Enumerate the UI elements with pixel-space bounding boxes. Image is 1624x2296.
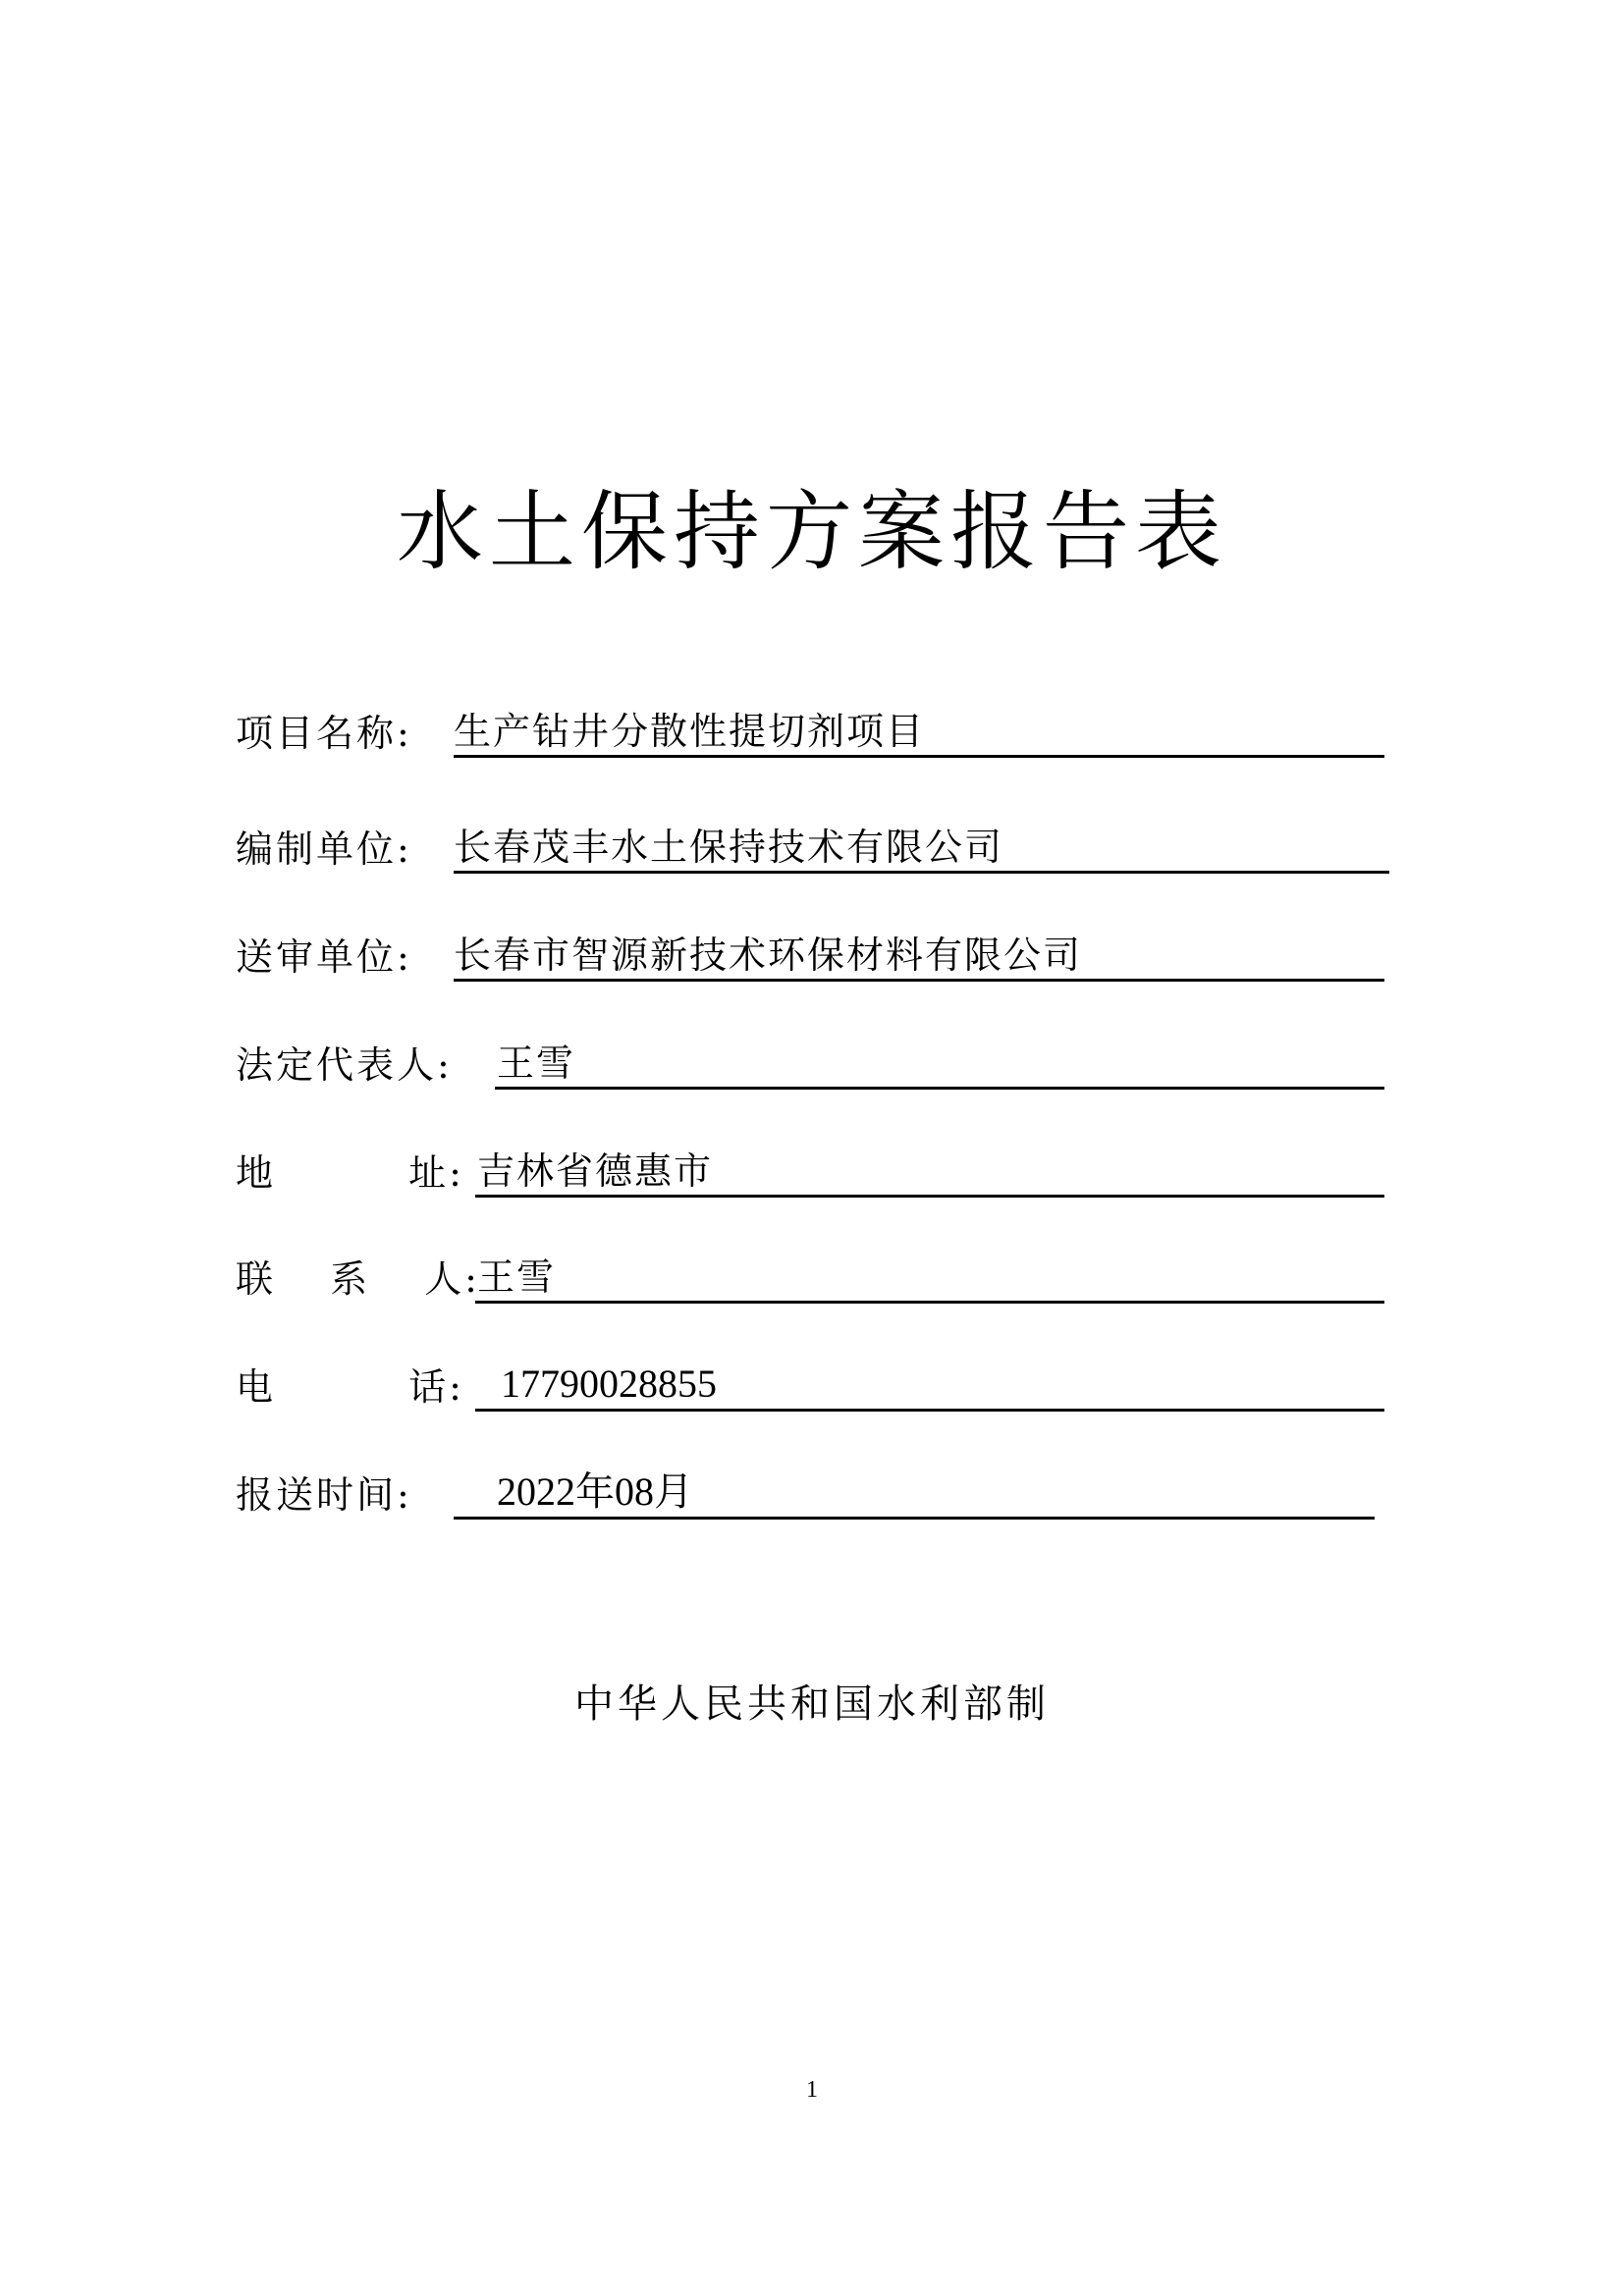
field-value: 王雪 xyxy=(477,1255,557,1299)
field-submitted-by xyxy=(236,923,1384,982)
field-label: 法定代表人: xyxy=(236,1043,453,1087)
document-title: 水土保持方案报告表 xyxy=(396,481,1227,582)
underline xyxy=(495,1087,1384,1090)
field-label xyxy=(236,1151,464,1195)
underline xyxy=(475,1301,1384,1304)
field-label: 项目名称: xyxy=(236,712,412,755)
field-value: 王雪 xyxy=(497,1041,576,1085)
underline xyxy=(454,871,1389,874)
field-label: 送审单位: xyxy=(236,935,412,979)
underline xyxy=(454,979,1384,982)
field-value: 吉林省德惠市 xyxy=(477,1149,714,1193)
phone-label: 电 话: xyxy=(236,1365,464,1409)
field-value: 2022年08月 xyxy=(497,1469,693,1514)
field-project-name xyxy=(236,699,1384,758)
issuer-footer: 中华人民共和国水利部制 xyxy=(574,1682,1050,1727)
field-prepared-by xyxy=(236,815,1389,874)
field-label xyxy=(236,1365,464,1409)
page-number: 1 xyxy=(806,2077,818,2103)
field-label: 报送时间: xyxy=(236,1473,412,1517)
underline xyxy=(454,1517,1375,1520)
field-label xyxy=(236,1257,480,1301)
underline xyxy=(475,1195,1384,1198)
field-value: 长春市智源新技术环保材料有限公司 xyxy=(454,934,1083,977)
contact-label: 联 系 人: xyxy=(236,1257,480,1301)
field-label: 编制单位: xyxy=(236,828,412,871)
underline xyxy=(475,1409,1384,1412)
field-value: 长春茂丰水土保持技术有限公司 xyxy=(454,826,1004,869)
field-contact-person xyxy=(236,1245,1384,1304)
address-label: 地 址: xyxy=(236,1151,464,1195)
field-value: 生产钻井分散性提切剂项目 xyxy=(454,710,926,753)
field-submission-date xyxy=(236,1461,1375,1520)
field-address xyxy=(236,1139,1384,1198)
field-value: 17790028855 xyxy=(501,1362,717,1406)
underline xyxy=(454,755,1384,758)
field-legal-representative xyxy=(236,1031,1384,1090)
field-phone xyxy=(236,1353,1384,1412)
